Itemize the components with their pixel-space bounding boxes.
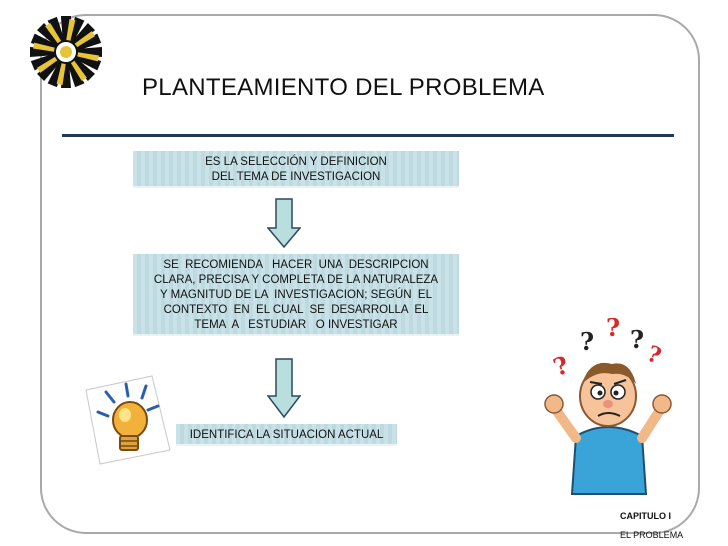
- question-mark-icon: ?: [630, 325, 645, 354]
- step-box-line: Y MAGNITUD DE LA INVESTIGACION; SEGÚN EL: [159, 289, 432, 301]
- step-box-line: DEL TEMA DE INVESTIGACION: [211, 171, 381, 183]
- confused-person-icon: [542, 318, 674, 498]
- step-box-line: TEMA A ESTUDIAR O INVESTIGAR: [194, 319, 398, 331]
- question-mark-icon: ?: [580, 327, 595, 356]
- step-box-line: ES LA SELECCIÓN Y DEFINICION: [205, 156, 387, 168]
- section-label: EL PROBLEMA: [620, 530, 684, 540]
- step-box-selection: [133, 151, 459, 188]
- step-box-identify: [176, 424, 397, 446]
- step-box-line: SE RECOMIENDA HACER UNA DESCRIPCION: [163, 259, 429, 271]
- step-box-line: CONTEXTO EN EL CUAL SE DESARROLLA EL: [163, 304, 429, 316]
- step-box-line: IDENTIFICA LA SITUACION ACTUAL: [189, 429, 384, 441]
- university-seal-icon: [26, 12, 106, 92]
- question-mark-icon: ?: [643, 340, 665, 370]
- step-box-line: CLARA, PRECISA Y COMPLETA DE LA NATURALEZA: [153, 274, 439, 286]
- question-mark-icon: ?: [549, 349, 573, 382]
- question-mark-icon: ?: [606, 318, 621, 342]
- title-divider: [62, 134, 674, 137]
- page-title: PLANTEAMIENTO DEL PROBLEMA: [142, 74, 545, 101]
- lightbulb-icon: [78, 372, 178, 467]
- down-arrow-icon: [267, 198, 301, 248]
- down-arrow-icon: [267, 358, 301, 418]
- step-box-description: [133, 254, 459, 336]
- chapter-label: CAPITULO I: [620, 511, 671, 521]
